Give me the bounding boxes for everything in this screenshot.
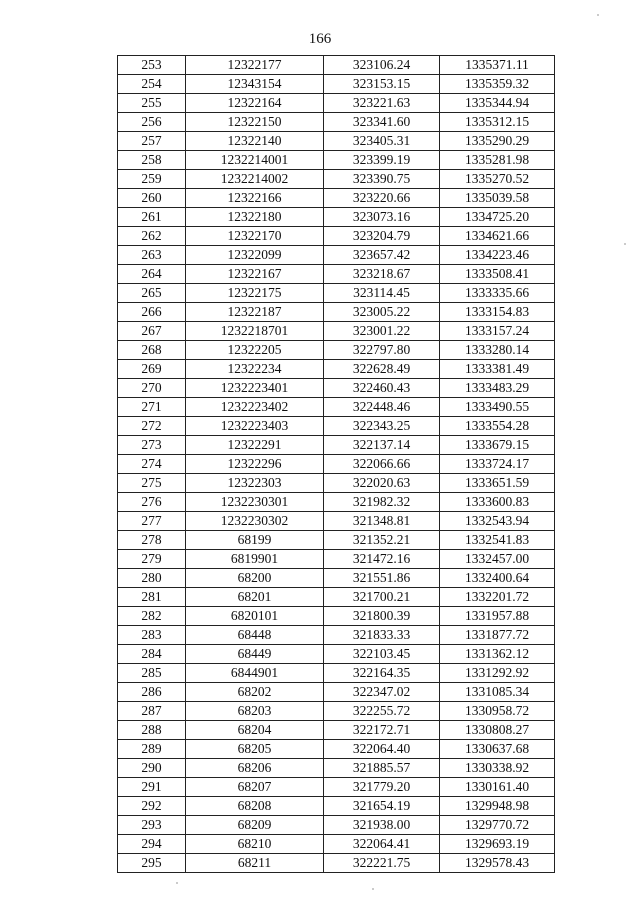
point-number-cell: 268 <box>118 341 186 360</box>
x-coordinate-cell: 321833.33 <box>324 626 440 645</box>
x-coordinate-cell: 322066.66 <box>324 455 440 474</box>
point-id-cell: 1232223402 <box>186 398 324 417</box>
y-coordinate-cell: 1331957.88 <box>440 607 555 626</box>
table-row <box>118 778 555 797</box>
y-coordinate-cell: 1329693.19 <box>440 835 555 854</box>
y-coordinate-cell: 1332201.72 <box>440 588 555 607</box>
point-id-cell: 68449 <box>186 645 324 664</box>
point-number-cell: 269 <box>118 360 186 379</box>
x-coordinate-cell: 322347.02 <box>324 683 440 702</box>
point-id-cell: 68202 <box>186 683 324 702</box>
table-row <box>118 227 555 246</box>
table-row <box>118 398 555 417</box>
table-row <box>118 189 555 208</box>
x-coordinate-cell: 323341.60 <box>324 113 440 132</box>
point-number-cell: 272 <box>118 417 186 436</box>
table-row <box>118 664 555 683</box>
point-id-cell: 68199 <box>186 531 324 550</box>
point-number-cell: 280 <box>118 569 186 588</box>
point-id-cell: 1232230301 <box>186 493 324 512</box>
x-coordinate-cell: 321700.21 <box>324 588 440 607</box>
table-row <box>118 284 555 303</box>
point-number-cell: 276 <box>118 493 186 512</box>
y-coordinate-cell: 1332457.00 <box>440 550 555 569</box>
point-number-cell: 290 <box>118 759 186 778</box>
table-row <box>118 493 555 512</box>
x-coordinate-cell: 321352.21 <box>324 531 440 550</box>
point-id-cell: 6844901 <box>186 664 324 683</box>
table-row <box>118 645 555 664</box>
point-number-cell: 292 <box>118 797 186 816</box>
point-id-cell: 68210 <box>186 835 324 854</box>
y-coordinate-cell: 1333483.29 <box>440 379 555 398</box>
x-coordinate-cell: 322221.75 <box>324 854 440 873</box>
x-coordinate-cell: 321348.81 <box>324 512 440 531</box>
y-coordinate-cell: 1334621.66 <box>440 227 555 246</box>
table-row <box>118 436 555 455</box>
y-coordinate-cell: 1331292.92 <box>440 664 555 683</box>
x-coordinate-cell: 323399.19 <box>324 151 440 170</box>
y-coordinate-cell: 1334223.46 <box>440 246 555 265</box>
point-number-cell: 273 <box>118 436 186 455</box>
x-coordinate-cell: 322343.25 <box>324 417 440 436</box>
point-number-cell: 271 <box>118 398 186 417</box>
point-number-cell: 285 <box>118 664 186 683</box>
x-coordinate-cell: 321779.20 <box>324 778 440 797</box>
point-number-cell: 291 <box>118 778 186 797</box>
x-coordinate-cell: 322628.49 <box>324 360 440 379</box>
scan-speck <box>176 882 178 884</box>
point-id-cell: 1232218701 <box>186 322 324 341</box>
point-number-cell: 278 <box>118 531 186 550</box>
table-row <box>118 322 555 341</box>
point-number-cell: 270 <box>118 379 186 398</box>
x-coordinate-cell: 323001.22 <box>324 322 440 341</box>
x-coordinate-cell: 323106.24 <box>324 56 440 75</box>
point-id-cell: 12322167 <box>186 265 324 284</box>
y-coordinate-cell: 1335371.11 <box>440 56 555 75</box>
point-id-cell: 1232223401 <box>186 379 324 398</box>
point-number-cell: 295 <box>118 854 186 873</box>
table-row <box>118 474 555 493</box>
x-coordinate-cell: 322448.46 <box>324 398 440 417</box>
table-row <box>118 170 555 189</box>
point-id-cell: 68203 <box>186 702 324 721</box>
y-coordinate-cell: 1330161.40 <box>440 778 555 797</box>
table-row <box>118 588 555 607</box>
table-row <box>118 341 555 360</box>
point-number-cell: 288 <box>118 721 186 740</box>
scan-speck <box>372 888 374 890</box>
point-id-cell: 12343154 <box>186 75 324 94</box>
table-row <box>118 683 555 702</box>
point-number-cell: 267 <box>118 322 186 341</box>
y-coordinate-cell: 1332400.64 <box>440 569 555 588</box>
y-coordinate-cell: 1335312.15 <box>440 113 555 132</box>
table-row <box>118 531 555 550</box>
table-row <box>118 360 555 379</box>
table-row <box>118 246 555 265</box>
point-number-cell: 289 <box>118 740 186 759</box>
y-coordinate-cell: 1335359.32 <box>440 75 555 94</box>
point-id-cell: 12322175 <box>186 284 324 303</box>
point-id-cell: 6819901 <box>186 550 324 569</box>
point-number-cell: 284 <box>118 645 186 664</box>
x-coordinate-cell: 321551.86 <box>324 569 440 588</box>
table-row <box>118 740 555 759</box>
point-number-cell: 275 <box>118 474 186 493</box>
x-coordinate-cell: 322137.14 <box>324 436 440 455</box>
y-coordinate-cell: 1332543.94 <box>440 512 555 531</box>
y-coordinate-cell: 1329578.43 <box>440 854 555 873</box>
point-id-cell: 6820101 <box>186 607 324 626</box>
point-id-cell: 68207 <box>186 778 324 797</box>
x-coordinate-cell: 321885.57 <box>324 759 440 778</box>
x-coordinate-cell: 323390.75 <box>324 170 440 189</box>
point-id-cell: 12322166 <box>186 189 324 208</box>
point-id-cell: 68201 <box>186 588 324 607</box>
y-coordinate-cell: 1331085.34 <box>440 683 555 702</box>
point-id-cell: 68448 <box>186 626 324 645</box>
y-coordinate-cell: 1333679.15 <box>440 436 555 455</box>
point-id-cell: 12322164 <box>186 94 324 113</box>
scan-speck <box>624 243 626 245</box>
point-number-cell: 283 <box>118 626 186 645</box>
x-coordinate-cell: 322164.35 <box>324 664 440 683</box>
point-id-cell: 1232214002 <box>186 170 324 189</box>
x-coordinate-cell: 323073.16 <box>324 208 440 227</box>
point-id-cell: 12322140 <box>186 132 324 151</box>
table-row <box>118 797 555 816</box>
table-row <box>118 607 555 626</box>
y-coordinate-cell: 1331877.72 <box>440 626 555 645</box>
table-row <box>118 379 555 398</box>
table-row <box>118 816 555 835</box>
point-id-cell: 68209 <box>186 816 324 835</box>
y-coordinate-cell: 1333490.55 <box>440 398 555 417</box>
y-coordinate-cell: 1335344.94 <box>440 94 555 113</box>
table-row <box>118 417 555 436</box>
scan-speck <box>597 14 599 16</box>
y-coordinate-cell: 1333335.66 <box>440 284 555 303</box>
y-coordinate-cell: 1335270.52 <box>440 170 555 189</box>
x-coordinate-cell: 321982.32 <box>324 493 440 512</box>
x-coordinate-cell: 323218.67 <box>324 265 440 284</box>
x-coordinate-cell: 322103.45 <box>324 645 440 664</box>
point-id-cell: 1232230302 <box>186 512 324 531</box>
x-coordinate-cell: 322064.41 <box>324 835 440 854</box>
x-coordinate-cell: 322460.43 <box>324 379 440 398</box>
point-id-cell: 1232223403 <box>186 417 324 436</box>
point-number-cell: 257 <box>118 132 186 151</box>
point-number-cell: 274 <box>118 455 186 474</box>
x-coordinate-cell: 322797.80 <box>324 341 440 360</box>
y-coordinate-cell: 1333154.83 <box>440 303 555 322</box>
point-number-cell: 287 <box>118 702 186 721</box>
x-coordinate-cell: 322064.40 <box>324 740 440 759</box>
y-coordinate-cell: 1330808.27 <box>440 721 555 740</box>
y-coordinate-cell: 1330338.92 <box>440 759 555 778</box>
point-id-cell: 68206 <box>186 759 324 778</box>
point-id-cell: 68211 <box>186 854 324 873</box>
point-number-cell: 256 <box>118 113 186 132</box>
point-id-cell: 12322187 <box>186 303 324 322</box>
table-row <box>118 512 555 531</box>
y-coordinate-cell: 1333280.14 <box>440 341 555 360</box>
point-number-cell: 253 <box>118 56 186 75</box>
point-number-cell: 293 <box>118 816 186 835</box>
y-coordinate-cell: 1330958.72 <box>440 702 555 721</box>
table-row <box>118 721 555 740</box>
point-number-cell: 254 <box>118 75 186 94</box>
y-coordinate-cell: 1333554.28 <box>440 417 555 436</box>
x-coordinate-cell: 321800.39 <box>324 607 440 626</box>
point-number-cell: 258 <box>118 151 186 170</box>
y-coordinate-cell: 1335281.98 <box>440 151 555 170</box>
table-row <box>118 208 555 227</box>
point-id-cell: 12322205 <box>186 341 324 360</box>
point-id-cell: 68204 <box>186 721 324 740</box>
point-id-cell: 12322291 <box>186 436 324 455</box>
point-id-cell: 12322180 <box>186 208 324 227</box>
table-row <box>118 151 555 170</box>
y-coordinate-cell: 1331362.12 <box>440 645 555 664</box>
table-row <box>118 569 555 588</box>
y-coordinate-cell: 1333508.41 <box>440 265 555 284</box>
point-number-cell: 279 <box>118 550 186 569</box>
point-id-cell: 12322177 <box>186 56 324 75</box>
point-number-cell: 282 <box>118 607 186 626</box>
x-coordinate-cell: 323221.63 <box>324 94 440 113</box>
point-number-cell: 286 <box>118 683 186 702</box>
table-row <box>118 303 555 322</box>
y-coordinate-cell: 1330637.68 <box>440 740 555 759</box>
x-coordinate-cell: 323114.45 <box>324 284 440 303</box>
point-id-cell: 12322303 <box>186 474 324 493</box>
point-number-cell: 281 <box>118 588 186 607</box>
table-row <box>118 702 555 721</box>
y-coordinate-cell: 1335290.29 <box>440 132 555 151</box>
x-coordinate-cell: 321472.16 <box>324 550 440 569</box>
y-coordinate-cell: 1334725.20 <box>440 208 555 227</box>
y-coordinate-cell: 1329770.72 <box>440 816 555 835</box>
coordinates-table-body <box>118 56 555 873</box>
point-id-cell: 1232214001 <box>186 151 324 170</box>
y-coordinate-cell: 1333651.59 <box>440 474 555 493</box>
y-coordinate-cell: 1332541.83 <box>440 531 555 550</box>
table-row <box>118 132 555 151</box>
table-row <box>118 626 555 645</box>
x-coordinate-cell: 323005.22 <box>324 303 440 322</box>
coordinates-table <box>117 55 555 873</box>
point-number-cell: 262 <box>118 227 186 246</box>
point-id-cell: 12322099 <box>186 246 324 265</box>
point-id-cell: 12322296 <box>186 455 324 474</box>
point-id-cell: 68208 <box>186 797 324 816</box>
point-number-cell: 294 <box>118 835 186 854</box>
table-row <box>118 550 555 569</box>
x-coordinate-cell: 323657.42 <box>324 246 440 265</box>
x-coordinate-cell: 322020.63 <box>324 474 440 493</box>
x-coordinate-cell: 321654.19 <box>324 797 440 816</box>
page-number: 166 <box>308 31 332 47</box>
y-coordinate-cell: 1333600.83 <box>440 493 555 512</box>
x-coordinate-cell: 322255.72 <box>324 702 440 721</box>
point-number-cell: 266 <box>118 303 186 322</box>
point-number-cell: 255 <box>118 94 186 113</box>
point-id-cell: 12322234 <box>186 360 324 379</box>
point-id-cell: 68200 <box>186 569 324 588</box>
point-number-cell: 261 <box>118 208 186 227</box>
point-number-cell: 259 <box>118 170 186 189</box>
x-coordinate-cell: 323405.31 <box>324 132 440 151</box>
y-coordinate-cell: 1333157.24 <box>440 322 555 341</box>
y-coordinate-cell: 1335039.58 <box>440 189 555 208</box>
point-number-cell: 265 <box>118 284 186 303</box>
y-coordinate-cell: 1333381.49 <box>440 360 555 379</box>
point-id-cell: 12322150 <box>186 113 324 132</box>
table-row <box>118 94 555 113</box>
x-coordinate-cell: 323204.79 <box>324 227 440 246</box>
point-id-cell: 68205 <box>186 740 324 759</box>
point-number-cell: 264 <box>118 265 186 284</box>
point-number-cell: 260 <box>118 189 186 208</box>
y-coordinate-cell: 1333724.17 <box>440 455 555 474</box>
table-row <box>118 455 555 474</box>
point-number-cell: 277 <box>118 512 186 531</box>
y-coordinate-cell: 1329948.98 <box>440 797 555 816</box>
table-row <box>118 56 555 75</box>
point-number-cell: 263 <box>118 246 186 265</box>
table-row <box>118 265 555 284</box>
table-row <box>118 835 555 854</box>
x-coordinate-cell: 322172.71 <box>324 721 440 740</box>
table-row <box>118 854 555 873</box>
x-coordinate-cell: 323153.15 <box>324 75 440 94</box>
x-coordinate-cell: 321938.00 <box>324 816 440 835</box>
table-row <box>118 759 555 778</box>
table-row <box>118 113 555 132</box>
x-coordinate-cell: 323220.66 <box>324 189 440 208</box>
table-row <box>118 75 555 94</box>
point-id-cell: 12322170 <box>186 227 324 246</box>
